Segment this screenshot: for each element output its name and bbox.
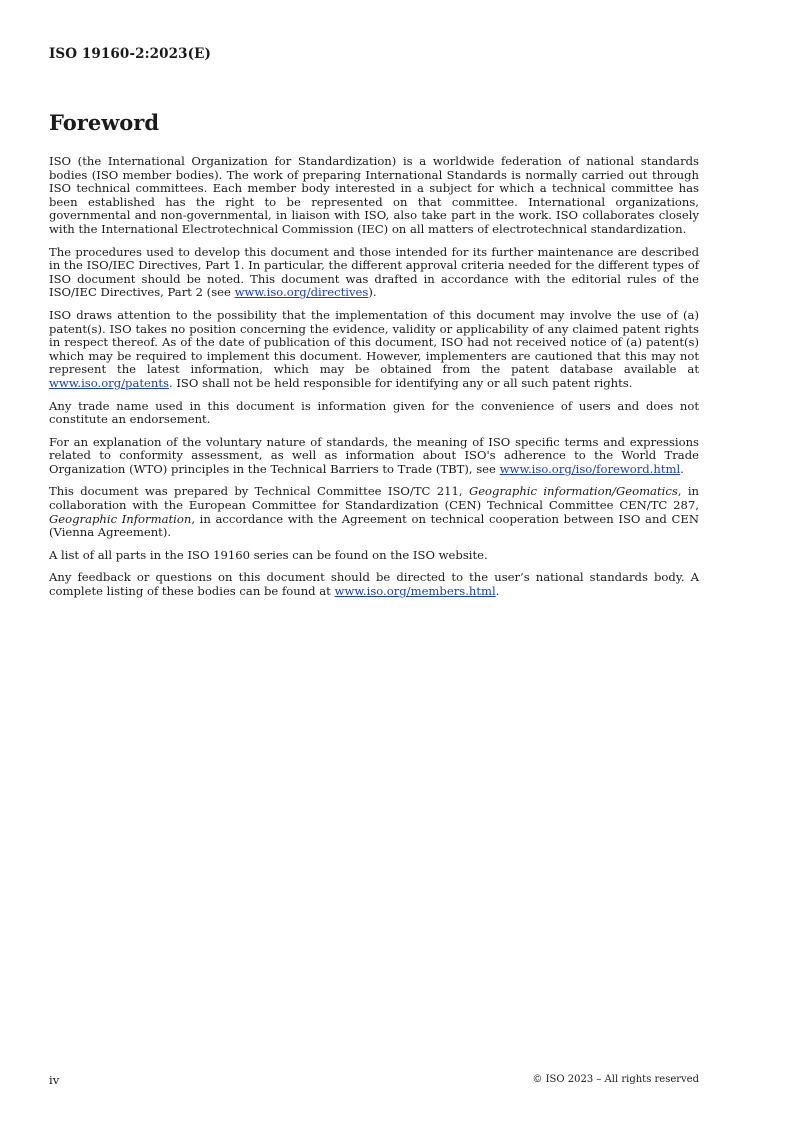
paragraph-text: . ISO shall not be held responsible for identifying any or all such patent rights.	[168, 375, 633, 390]
paragraph-text: Any trade name used in this document is information given for the convenience of users and does not constitute an endorsement.	[49, 398, 699, 427]
members-link[interactable]: www.iso.org/members.html	[334, 584, 496, 599]
paragraph-text: ISO draws attention to the possibility that the implementation of this document may involve the use of (a) patent(s). ISO takes no position concerning the evidence, validity or applicability of any claimed patent rights in respect thereof. As of the date of publication of this document, ISO had not received notice of (a) patent(s) which may be required to implement this document. However, implementers are cautioned that this may not represent the latest information, which may be obtained from the patent database available at	[49, 307, 699, 377]
paragraph-prepared-by	[49, 485, 699, 539]
paragraph-text: , in collaboration with the European Committee for Standardization (CEN) Technical Committee CEN/TC 287,	[49, 484, 700, 513]
paragraph-text: ).	[368, 285, 377, 300]
paragraph-text: , in accordance with the Agreement on technical cooperation between ISO and CEN (Vienna Agreement).	[49, 511, 699, 540]
paragraph-iso-intro	[49, 155, 699, 237]
page-number: iv	[49, 1073, 60, 1087]
patents-link[interactable]: www.iso.org/patents	[49, 375, 169, 390]
paragraph-text: ISO (the International Organization for Standardization) is a worldwide federation of national standards bodies (ISO member bodies). The work of preparing International Standards is normally carried out through ISO technical committees. Each member body interested in a subject for which a technical committee has been established has the right to be represented on that committee. International organizations, governmental and non-governmental, in liaison with ISO, also take part in the work. ISO collaborates closely with the International Electrotechnical Commission (IEC) on all matters of electrotechnical standardization.	[49, 154, 699, 236]
copyright-notice: © ISO 2023 – All rights reserved	[532, 1074, 699, 1085]
foreword-link[interactable]: www.iso.org/iso/foreword.html	[499, 461, 681, 476]
paragraph-text: A list of all parts in the ISO 19160 series can be found on the ISO website.	[49, 547, 488, 562]
page-title: Foreword	[49, 110, 160, 135]
paragraph-voluntary-nature	[49, 436, 699, 477]
document-identifier: ISO 19160-2:2023(E)	[49, 46, 212, 62]
committee-name-emphasis: Geographic information/Geomatics	[468, 484, 678, 499]
directives-link[interactable]: www.iso.org/directives	[234, 285, 369, 300]
paragraph-series-list	[49, 549, 699, 563]
paragraph-patents	[49, 309, 699, 391]
paragraph-text: .	[680, 461, 684, 476]
paragraph-text: This document was prepared by Technical Committee ISO/TC 211,	[49, 484, 469, 499]
paragraph-procedures	[49, 246, 699, 300]
paragraph-trade-name	[49, 400, 699, 427]
paragraph-text: .	[495, 584, 500, 599]
paragraph-text: The procedures used to develop this document and those intended for its further maintenance are described in the ISO/IEC Directives, Part 1. In particular, the different approval criteria needed for the different types of ISO document should be noted. This document was drafted in accordance with the editorial rules of the ISO/IEC Directives, Part 2 (see	[49, 244, 699, 300]
paragraph-text: For an explanation of the voluntary nature of standards, the meaning of ISO specific terms and expressions related to conformity assessment, as well as information about ISO's adherence to the World Trade Organization (WTO) principles in the Technical Barriers to Trade (TBT), see	[49, 434, 699, 476]
paragraph-text: Any feedback or questions on this document should be directed to the user’s national standards body. A complete listing of these bodies can be found at	[49, 570, 699, 599]
committee-name-emphasis: Geographic Information	[49, 511, 192, 526]
paragraph-feedback	[49, 571, 699, 598]
foreword-body	[49, 155, 699, 608]
